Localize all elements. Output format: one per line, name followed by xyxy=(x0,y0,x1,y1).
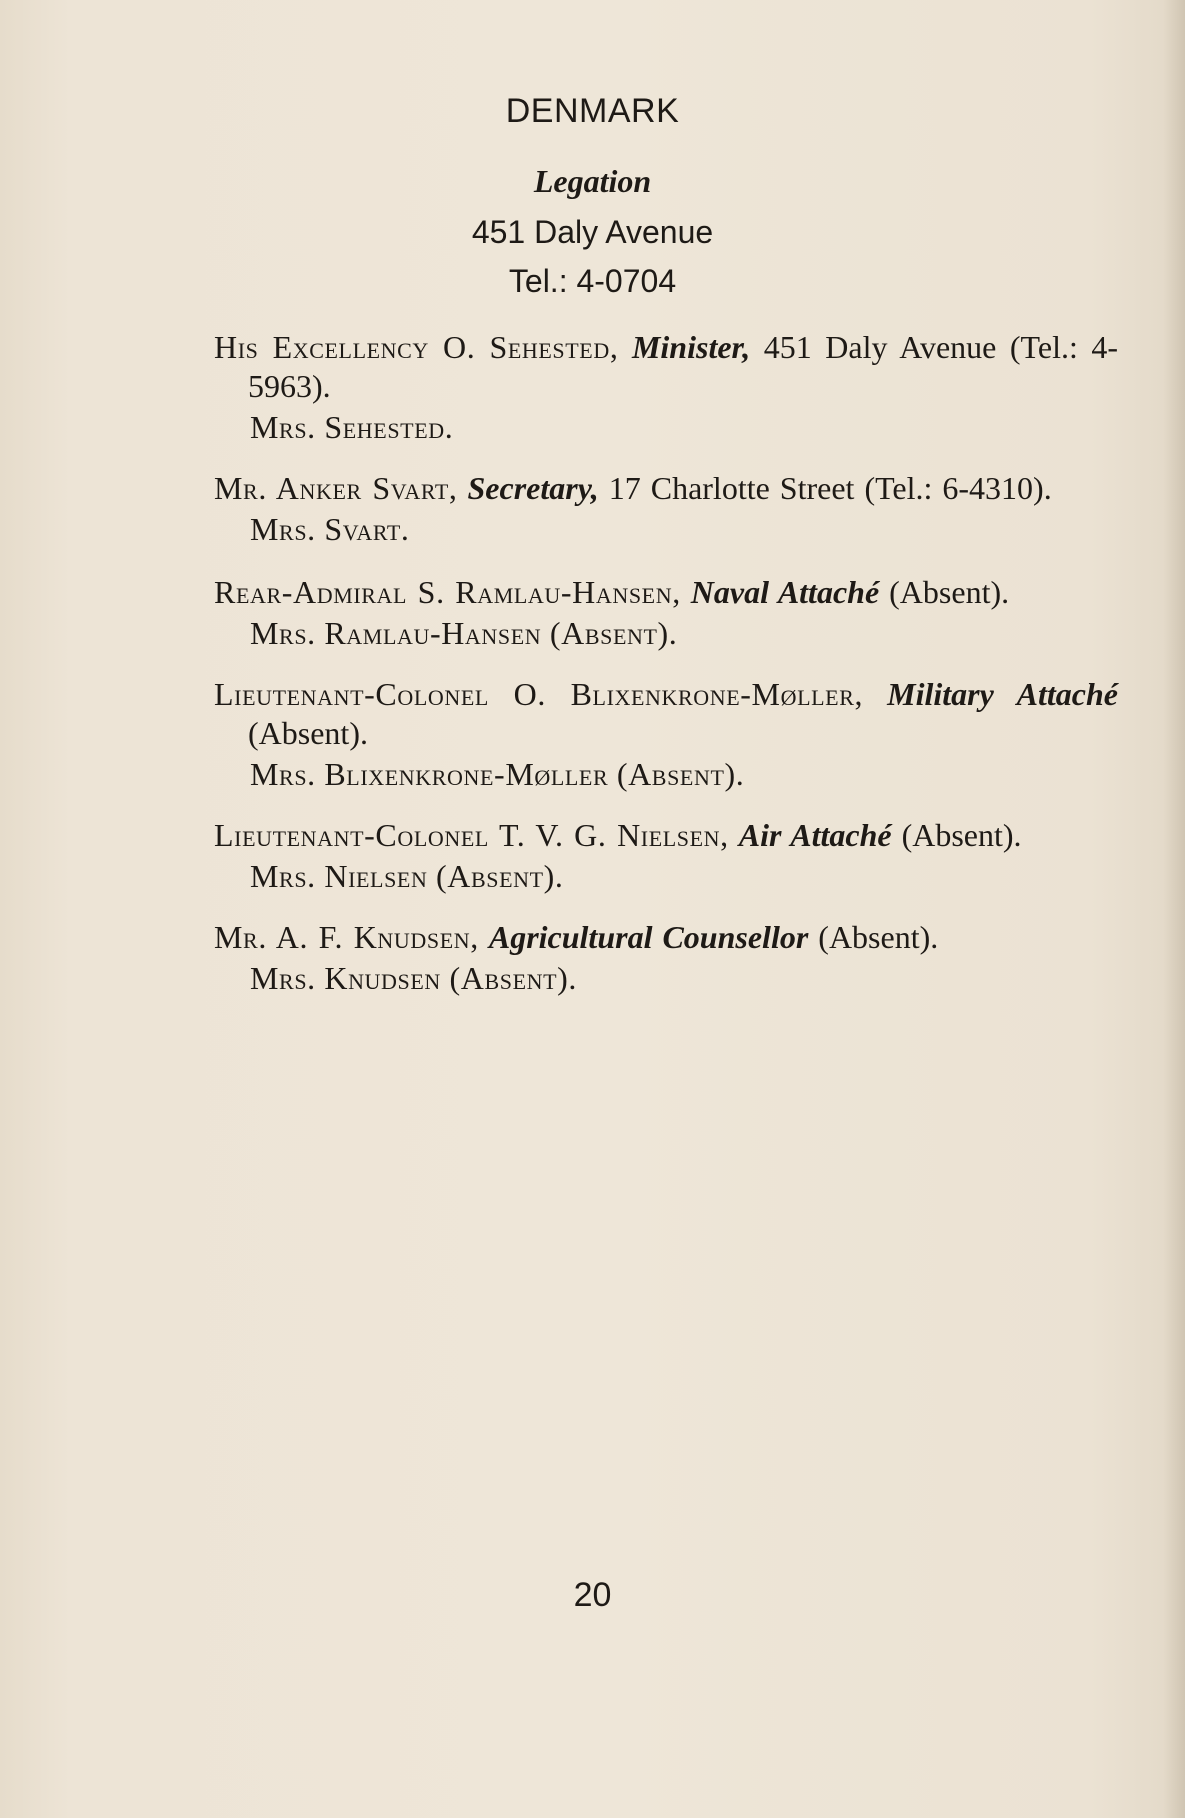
staff-entry xyxy=(214,675,1118,794)
staff-entry-main xyxy=(214,573,1118,612)
spouse-line: Mrs. Sehested. xyxy=(250,409,454,445)
staff-name: Mr. A. F. Knudsen, xyxy=(214,919,479,955)
spouse-line: Mrs. Nielsen (Absent). xyxy=(250,858,564,894)
staff-name: His Excellency O. Sehested, xyxy=(214,329,619,365)
staff-name: Mr. Anker Svart, xyxy=(214,470,458,506)
staff-title: Naval Attaché xyxy=(690,574,880,610)
staff-details: (Absent). xyxy=(901,817,1022,853)
staff-details: 17 Charlotte Street (Tel.: 6-4310). xyxy=(608,470,1052,506)
spouse-line: Mrs. Svart. xyxy=(250,511,410,547)
legation-address: 451 Daly Avenue xyxy=(471,214,714,250)
staff-details: (Absent). xyxy=(248,715,368,751)
staff-entry-main xyxy=(214,675,1118,753)
spouse-line: Mrs. Ramlau-Hansen (Absent). xyxy=(250,615,678,651)
staff-entry-main xyxy=(214,469,1118,508)
legation-telephone: Tel.: 4-0704 xyxy=(508,263,677,299)
staff-name: Lieutenant-Colonel T. V. G. Nielsen, xyxy=(214,817,729,853)
spouse-line: Mrs. Knudsen (Absent). xyxy=(250,960,577,996)
page-number: 20 xyxy=(573,1576,612,1614)
staff-details: (Absent). xyxy=(818,919,939,955)
staff-name: Lieutenant-Colonel O. Blixenkrone-Møller, xyxy=(214,676,864,712)
spouse-line: Mrs. Blixenkrone-Møller (Absent). xyxy=(250,756,745,792)
staff-title: Agricultural Counsellor xyxy=(488,919,809,955)
staff-title: Military Attaché xyxy=(887,676,1119,712)
staff-details: 451 Daly Avenue (Tel.: 4-5963). xyxy=(248,329,1119,404)
staff-list xyxy=(214,328,1118,1020)
office-heading: Legation xyxy=(533,163,652,199)
staff-entry-main xyxy=(214,328,1118,406)
staff-entry-main xyxy=(214,918,1118,957)
staff-name: Rear-Admiral S. Ramlau-Hansen, xyxy=(214,574,681,610)
staff-title: Minister, xyxy=(631,329,751,365)
country-heading: DENMARK xyxy=(505,92,680,130)
staff-entry xyxy=(214,816,1118,896)
staff-entry xyxy=(214,918,1118,998)
staff-title: Air Attaché xyxy=(738,817,892,853)
staff-title: Secretary, xyxy=(467,470,599,506)
staff-entry-main xyxy=(214,816,1118,855)
staff-entry xyxy=(214,469,1118,549)
staff-entry xyxy=(214,328,1118,447)
staff-details: (Absent). xyxy=(889,574,1010,610)
staff-entry xyxy=(214,573,1118,653)
